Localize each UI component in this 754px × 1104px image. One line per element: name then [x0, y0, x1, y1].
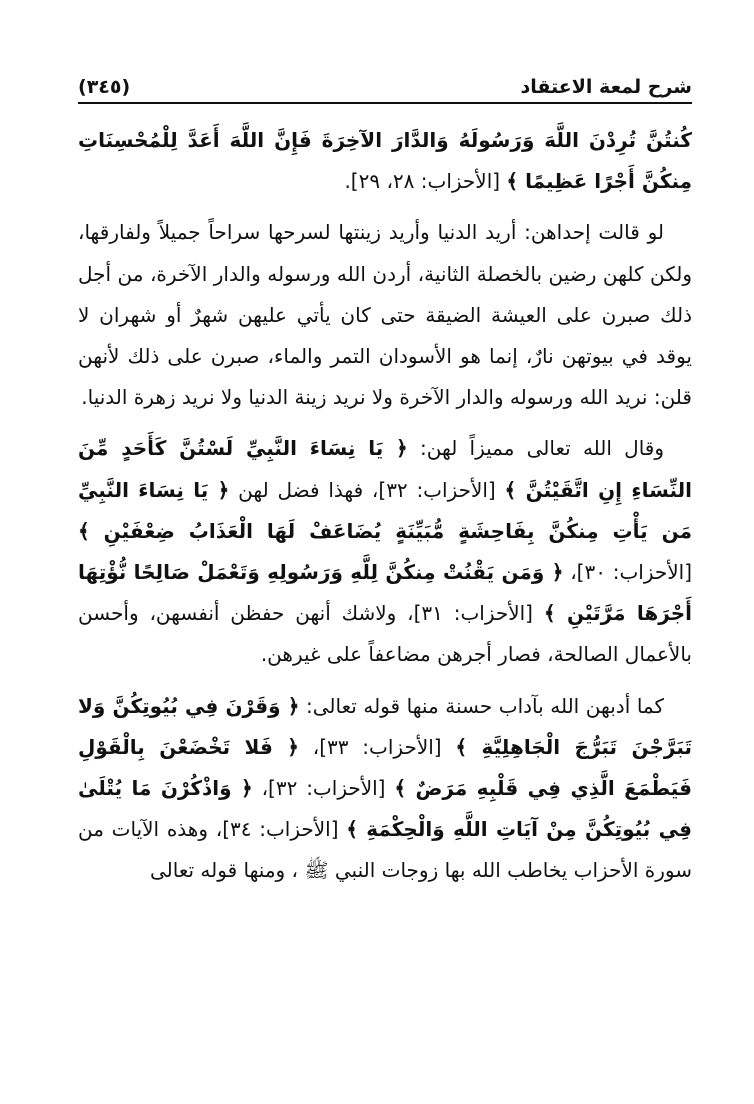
paragraph-3 — [78, 428, 692, 675]
prose-text: كما أدبهن الله بآداب حسنة منها قوله تعالى: — [299, 693, 665, 718]
quran-verse: ﴿ وَقَرْنَ فِي بُيُوتِكُنَّ وَلا تَبَرَّجْنَ تَبَرُّجَ الْجَاهِلِيَّةِ ﴾ — [78, 693, 692, 759]
verse-reference: [الأحزاب: ٣٠]، — [563, 560, 692, 585]
prose-text: [الأحزاب: ٣١]، ولاشك أنهن حفظن أنفسهن، وأحسن بالأعمال الصالحة، فصار أجرهن مضاعفاً على غيرهن. — [78, 601, 692, 667]
prose-text: [الأحزاب: ٣٤]، وهذه الآيات من سورة الأحزاب يخاطب الله بها زوجات النبي ﷺ ، ومنها قوله تعالى — [78, 817, 692, 883]
verse-reference: [الأحزاب: ٣٣]، — [298, 734, 456, 759]
running-header — [78, 66, 692, 100]
paragraph-4 — [78, 686, 692, 892]
quran-verse: ﴿ يَا نِسَاءَ النَّبِيِّ لَسْتُنَّ كَأَحَدٍ مِّنَ النِّسَاءِ إِنِ اتَّقَيْتُنَّ ﴾ — [78, 436, 692, 502]
paragraph-1 — [78, 120, 692, 202]
quran-verse: كُنتُنَّ تُرِدْنَ اللَّهَ وَرَسُولَهُ وَالدَّارَ الآخِرَةَ فَإِنَّ اللَّهَ أَعَدَّ لِلْمُحْسِنَاتِ مِنكُنَّ أَجْرًا عَظِيمًا ﴾ — [78, 128, 692, 194]
header-rule — [78, 102, 692, 104]
verse-reference: [الأحزاب: ٢٨، ٢٩]. — [344, 169, 507, 194]
header-title: شرح لمعة الاعتقاد — [520, 76, 692, 98]
verse-reference: [الأحزاب: ٣٢]، — [252, 776, 395, 801]
quran-verse: ﴿ وَمَن يَقْنُتْ مِنكُنَّ لِلَّهِ وَرَسُولِهِ وَتَعْمَلْ صَالِحًا نُّؤْتِهَا أَجْرَهَا مَرَّتَيْنِ ﴾ — [78, 560, 692, 626]
paragraph-2 — [78, 212, 692, 418]
quran-verse: ﴿ فَلا تَخْضَعْنَ بِالْقَوْلِ فَيَطْمَعَ الَّذِي فِي قَلْبِهِ مَرَضٌ ﴾ — [78, 734, 692, 801]
prose-text: [الأحزاب: ٣٢]، فهذا فضل لهن — [229, 477, 505, 502]
page-number: (٣٤٥) — [78, 76, 131, 98]
page-body — [78, 120, 692, 892]
quran-verse: ﴿ يَا نِسَاءَ النَّبِيِّ مَن يَأْتِ مِنكُنَّ بِفَاحِشَةٍ مُّبَيِّنَةٍ يُضَاعَفْ لَهَا الْعَذَابُ ضِعْفَيْنِ ﴾ — [78, 477, 692, 543]
prose-text: لو قالت إحداهن: أريد الدنيا وأريد زينتها لسرحها سراحاً جميلاً ولفارقها، ولكن كلهن رضين بالخصلة الثانية، أردن الله ورسوله والدار الآخرة، من أجل ذلك صبرن على العيشة الضيقة حتى كان يأتي عليهن شهرٌ أو شهران لا يوقد في بيوتهن نارٌ، إنما هو الأسودان التمر والماء، صبرن على ذلك لأنهن قلن: نريد الله ورسوله والدار الآخرة ولا نريد زينة الدنيا ولا نريد زهرة الدنيا. — [78, 220, 692, 410]
quran-verse: ﴿ وَاذْكُرْنَ مَا يُتْلَىٰ فِي بُيُوتِكُنَّ مِنْ آيَاتِ اللَّهِ وَالْحِكْمَةِ ﴾ — [78, 776, 692, 842]
prose-text: وقال الله تعالى مميزاً لهن: — [407, 436, 665, 461]
